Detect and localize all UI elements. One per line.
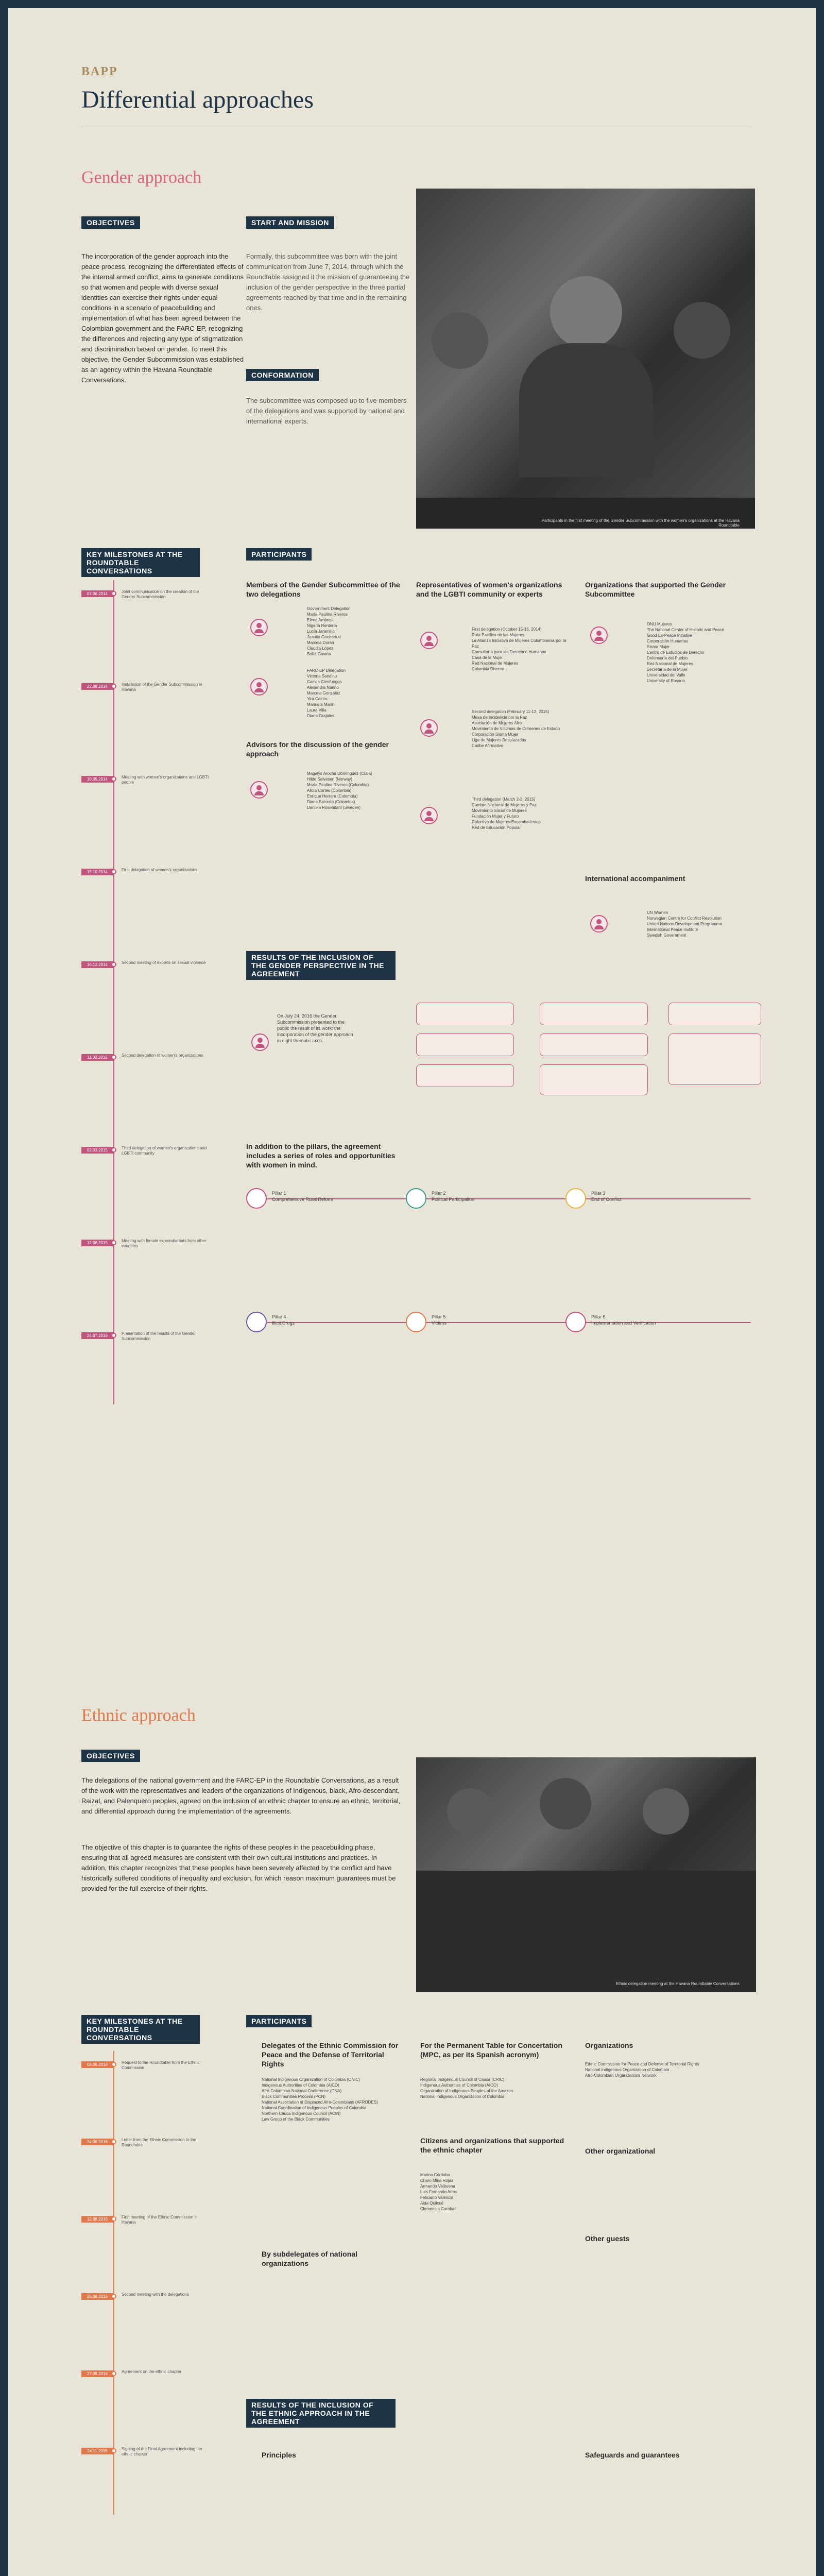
pillar-title: End of Conflict [591, 1197, 622, 1202]
timeline-text: Third delegation of women's organizations and LGBTI community [122, 1146, 207, 1156]
pillar-label: Pillar 1 [272, 1191, 286, 1196]
ethnic-photo [416, 1757, 756, 1992]
citizens-heading: Citizens and organizations that supported the ethnic chapter [420, 2137, 564, 2154]
pillar-label: Pillar 6 [591, 1314, 606, 1319]
intl-list: UN Women Norwegian Centre for Conflict Resolution United Nations Development Programme International Peace Institute Swedish Government [647, 910, 722, 938]
flow-node [540, 1033, 648, 1056]
timeline-text: First delegation of women's organizations [122, 868, 197, 872]
gender-objectives-text: The incorporation of the gender approach into the peace process, recognizing the differentiated effects of the internal armed conflict, aims to generate conditions so that women and people with diverse sexual identities can exercise their rights under equal conditions in a scenario of peacebuilding and implementation of what has been agreed between the Colombian government and the FARC-EP, recognizing the differences and rejecting any type of stigmatization and discrimination based on gender. To meet this objective, the Gender Subcommission was established as an agency within the Havana Roundtable Conversations. [81, 252, 244, 384]
person-icon [590, 915, 608, 933]
gender-photo-caption: Participants in the first meeting of the Gender Subcommission with the women's organizations at the Havana Roundtable [541, 518, 740, 528]
timeline-date: 16.12.2014 [81, 961, 113, 968]
pillars-heading: In addition to the pillars, the agreement includes a series of roles and opportunities with women in mind. [246, 1142, 396, 1169]
timeline-date: 24.11.2016 [81, 2448, 113, 2454]
orgs-heading: Organizations that supported the Gender Subcommittee [585, 581, 726, 598]
ethnic-subdelegates-heading: By subdelegates of national organizations [262, 2250, 357, 2267]
person-icon [590, 626, 608, 644]
pillar-icon [565, 1188, 586, 1209]
timeline-date: 02.03.2015 [81, 1147, 113, 1154]
gender-symbol-icon [251, 1033, 269, 1051]
pillar-icon [406, 1188, 426, 1209]
ethnic-milestones-label: KEY MILESTONES AT THE ROUNDTABLE CONVERSATIONS [81, 2015, 200, 2044]
first-delegation-list: First delegation (October 15-16, 2014) Ruta Pacífica de las Mujeres La Alianza Iniciativa de Mujeres Colombianas por la Paz Consultoría para los Derechos Humanos Casa de la Mujer Red Nacional de Mujeres Colombia Diversa [472, 627, 566, 671]
ethnic-delegates-heading: Delegates of the Ethnic Commission for Peace and the Defense of Territorial Rights [262, 2041, 399, 2068]
timeline-line [113, 580, 114, 1404]
timeline-date: 10.09.2014 [81, 776, 113, 783]
timeline-date: 11.02.2015 [81, 1054, 113, 1061]
permanent-table-heading: For the Permanent Table for Concertation (MPC, as per its Spanish acronym) [420, 2041, 562, 2059]
flow-node [540, 1003, 648, 1025]
gender-conformation-text: The subcommittee was composed up to five members of the delegations and was supported by national and international experts. [246, 397, 407, 425]
pillar-label: Pillar 3 [591, 1191, 606, 1196]
timeline-text: Meeting with female ex-combatants from other countries [122, 1239, 207, 1248]
pillar-title: Comprehensive Rural Reform [272, 1197, 334, 1202]
gender-start-label: START AND MISSION [246, 216, 334, 229]
flow-node [416, 1003, 514, 1025]
flow-node [540, 1064, 648, 1095]
orgs-list: ONU Mujeres The National Center of Historic and Peace Good Ex-Peace Initiative Corporación Humanas Sisma Mujer Centro de Estudios de Derecho Defensoría del Pueblo Red Nacional de Mujeres Secretaría de la Mujer Universidad del Valle University of Rosario [647, 622, 724, 683]
pillar-label: Pillar 4 [272, 1314, 286, 1319]
gender-milestones-label: KEY MILESTONES AT THE ROUNDTABLE CONVERSATIONS [81, 548, 200, 577]
page-title: Differential approaches [81, 86, 314, 113]
pillar-title: Illicit Drugs [272, 1320, 295, 1326]
other-guests-heading: Other guests [585, 2234, 630, 2243]
ethnic-section-title: Ethnic approach [81, 1706, 196, 1725]
results-intro: On July 24, 2016 the Gender Subcommission presented to the public the result of its work: the incorporation of the gender approach in eight thematic axes. [277, 1013, 353, 1043]
pillar-icon [246, 1188, 267, 1209]
page [8, 8, 816, 2576]
pillar-label: Pillar 5 [432, 1314, 446, 1319]
timeline-date: 05.06.2016 [81, 2061, 113, 2068]
flow-node [416, 1064, 514, 1087]
gender-objectives-label: OBJECTIVES [81, 216, 140, 229]
intl-heading: International accompaniment [585, 874, 685, 883]
timeline-text: First meeting of the Ethnic Commission in Havana [122, 2215, 198, 2225]
pillar-title: Implementation and Verification [591, 1320, 656, 1326]
safeguards-heading: Safeguards and guarantees [585, 2451, 680, 2459]
pillar-label: Pillar 2 [432, 1191, 446, 1196]
second-delegation-list: Second delegation (February 11-12, 2015) Mesa de Incidencia por la Paz Asociación de Mujeres Afro Movimiento de Víctimas de Crímenes de Estado Corporación Sisma Mujer Liga de Mujeres Desplazadas Caribe Afirmativo [472, 709, 560, 748]
ethnic-objectives-label: OBJECTIVES [81, 1750, 140, 1762]
pillar-icon [565, 1312, 586, 1332]
person-icon [420, 632, 438, 649]
timeline-date: 12.08.2016 [81, 2216, 113, 2223]
ethnic-organizations-list: Ethnic Commission for Peace and Defense of Territorial Rights National Indigenous Organization of Colombia Afro-Colombian Organizations Network [585, 2062, 699, 2078]
timeline-text: Meeting with women's organizations and LGBTI people [122, 775, 209, 785]
ethnic-objectives-text: The delegations of the national government and the FARC-EP in the Roundtable Conversations, as a result of the work with the representatives and leaders of the organizations of Indigenous, black, Afro-descendant, Raizal, and Palenquero peoples, agreed on the inclusion of an ethnic chapter to ensure an ethnic, territorial, and differential approach during the implementation of the agreements. [81, 1776, 401, 1815]
gender-participants-label: PARTICIPANTS [246, 548, 312, 561]
timeline-date: 24.06.2016 [81, 2139, 113, 2145]
third-delegation-list: Third delegation (March 2-3, 2015) Cumbre Nacional de Mujeres y Paz Movimiento Social de Mujeres Fundación Mujer y Futuro Colectivo de Mujeres Excombatientes Red de Educación Popular [472, 797, 541, 830]
flow-node [416, 1033, 514, 1056]
timeline-date: 24.07.2016 [81, 1332, 113, 1339]
citizens-list: Marino Córdoba Charo Mina Rojas Armando Valbuena Luis Fernando Arias Feliciano Valencia Aida Quilcué Clemencia Carabalí [420, 2173, 457, 2211]
advisors-list: Magalys Arocha Domínguez (Cuba) Hilde Salvesen (Norway) María Paulina Riveros (Colombia) Alicia Cortés (Colombia) Enrique Herrera (Colombia) Diana Salcedo (Colombia) Daniela Rosendahl (Sweden) [307, 771, 372, 810]
advisors-heading: Advisors for the discussion of the gender approach [246, 740, 389, 758]
gender-photo [416, 189, 755, 529]
ethnic-photo-caption: Ethnic delegation meeting at the Havana Roundtable Conversations [615, 1981, 740, 1986]
timeline-text: Second delegation of women's organizations [122, 1053, 203, 1058]
pillar-title: Victims [432, 1320, 447, 1326]
timeline-line [113, 2051, 114, 2515]
timeline-date: 22.08.2014 [81, 683, 113, 690]
timeline-date: 07.06.2014 [81, 590, 113, 597]
person-icon [420, 719, 438, 737]
gov-delegation-list: Government Delegation María Paulina Riveros Elena Ambrosi Nigeria Rentería Lucía Jaramillo Juanita Goebertus Marcela Durán Claudia López Sofía Gaviria [307, 606, 351, 656]
timeline-date: 12.06.2015 [81, 1240, 113, 1246]
brand-logo: BAPP [81, 65, 118, 78]
ethnic-results-label: RESULTS OF THE INCLUSION OF THE ETHNIC APPROACH IN THE AGREEMENT [246, 2399, 396, 2428]
ethnic-delegates-list: National Indigenous Organization of Colombia (ONIC) Indigenous Authorities of Colombia (AICO) Afro-Colombian National Conference (CNA) Black Communities Process (PCN) National Association of Displaced Afro-Colombians (AFRODES) National Coordination of Indigenous Peoples of Colombia Northern Cauca Indigenous Council (ACIN) Law Group of the Black Communities [262, 2077, 378, 2122]
ethnic-timeline [81, 2051, 236, 2515]
permanent-table-list: Regional Indigenous Council of Cauca (CRIC) Indigenous Authorities of Colombia (AICO) Organization of Indigenous Peoples of the Amazon National Indigenous Organization of Colombia [420, 2077, 513, 2099]
timeline-date: 26.08.2016 [81, 2293, 113, 2300]
timeline-text: Letter from the Ethnic Commission to the Roundtable [122, 2138, 196, 2147]
timeline-text: Signing of the Final Agreement including the ethnic chapter [122, 2447, 202, 2456]
gender-results-label: RESULTS OF THE INCLUSION OF THE GENDER PERSPECTIVE IN THE AGREEMENT [246, 951, 396, 980]
flow-node [668, 1003, 761, 1025]
timeline-text: Request to the Roundtable from the Ethnic Commission [122, 2060, 200, 2070]
ethnic-participants-label: PARTICIPANTS [246, 2015, 312, 2027]
pillar-icon [246, 1312, 267, 1332]
timeline-date: 27.08.2016 [81, 2370, 113, 2377]
flow-node [668, 1033, 761, 1085]
delegates-heading: Members of the Gender Subcommittee of the two delegations [246, 581, 400, 598]
timeline-text: Presentation of the results of the Gender Subcommission [122, 1331, 196, 1341]
person-icon [250, 678, 268, 696]
farc-delegation-list: FARC-EP Delegation Victoria Sandino Camila Cienfuegos Alexandra Nariño Marcela González Yira Castro Manuela Marín Laura Villa Diana Grajales [307, 668, 346, 718]
gender-section-title: Gender approach [81, 168, 202, 187]
timeline-text: Joint communication on the creation of the Gender Subcommission [122, 589, 199, 599]
pillar-title: Political Participation [432, 1197, 475, 1202]
ethnic-objectives-text-2: The objective of this chapter is to guarantee the rights of these peoples in the peacebuilding phase, ensuring that all agreed measures are consistent with their own cultural institutions and practices. In addition, this chapter recognizes that these peoples have been severely affected by the conflict and have historically suffered conditions of inequality and exclusion, for which reason maximum guarantees must be provided for the full exercise of their rights. [81, 1843, 396, 1892]
results-flow [246, 1003, 761, 1126]
timeline-text: Second meeting with the delegations [122, 2292, 189, 2297]
person-icon [250, 619, 268, 636]
timeline-text: Second meeting of experts on sexual violence [122, 960, 206, 965]
other-orgs-heading: Other organizational [585, 2147, 656, 2155]
ethnic-organizations-heading: Organizations [585, 2041, 633, 2049]
person-icon [250, 781, 268, 799]
person-icon [420, 807, 438, 824]
gender-conformation-label: CONFORMATION [246, 369, 319, 381]
gender-start-text: Formally, this subcommittee was born with the joint communication from June 7, 2014, through which the Roundtable assigned it the mission of guaranteeing the inclusion of the gender perspective in the three partial agreements reached by that time and in the remaining ones. [246, 252, 410, 312]
timeline-date: 15.10.2014 [81, 869, 113, 875]
representatives-heading: Representatives of women's organizations and the LGBTI community or experts [416, 581, 562, 598]
pillars-diagram [246, 1188, 761, 1425]
principles-heading: Principles [262, 2451, 296, 2459]
timeline-text: Installation of the Gender Subcommission in Havana [122, 682, 202, 692]
timeline-text: Agreement on the ethnic chapter [122, 2369, 182, 2374]
pillar-icon [406, 1312, 426, 1332]
gender-timeline [81, 580, 236, 1404]
